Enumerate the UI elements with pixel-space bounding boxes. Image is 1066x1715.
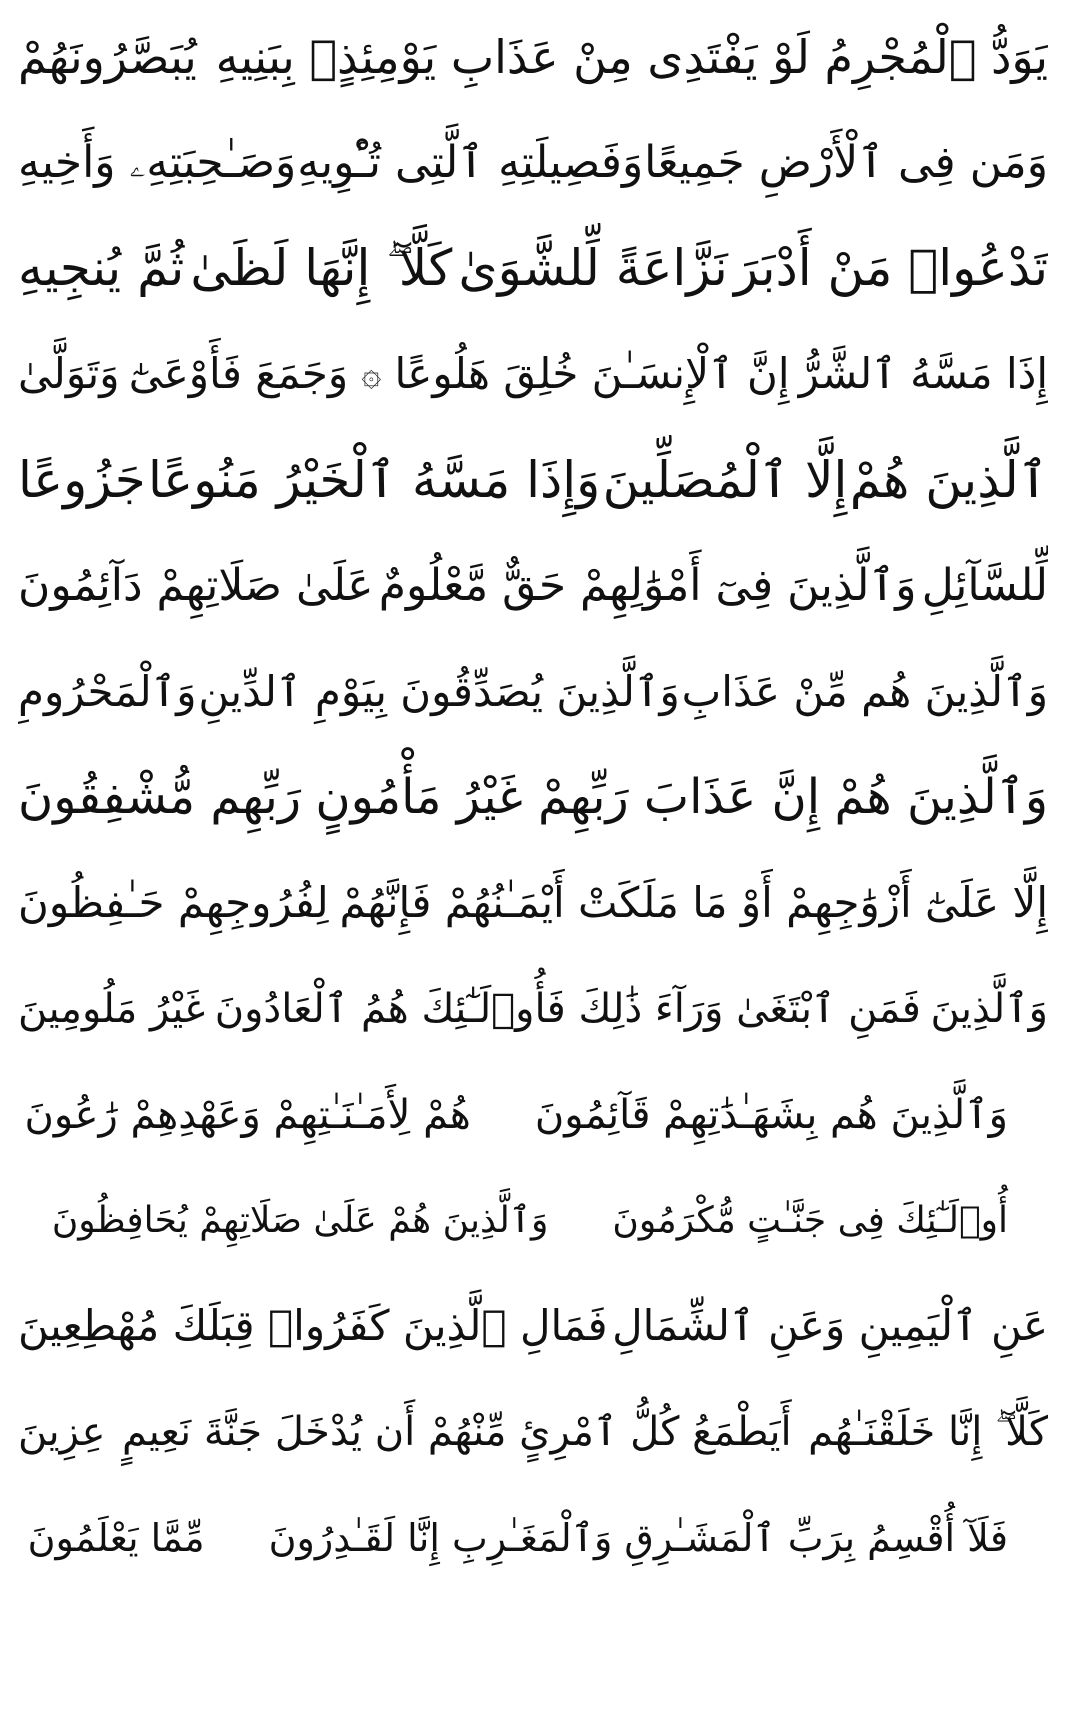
verse-segment: هُمْ لِأَمَـٰنَـٰتِهِمْ وَعَهْدِهِمْ رَٰعُونَ bbox=[24, 1091, 471, 1138]
verse-segment: إِلَّا عَلَىٰٓ أَزْوَٰجِهِمْ أَوْ مَا مَلَكَتْ أَيْمَـٰنُهُمْ فَإِنَّهُمْ bbox=[339, 878, 1048, 928]
verse-segment: فَمَالِ ٱلَّذِينَ كَفَرُوا۟ قِبَلَكَ مُهْطِعِينَ bbox=[18, 1301, 608, 1351]
verse-segment: أَيَطْمَعُ كُلُّ ٱمْرِئٍ مِّنْهُمْ أَن يُدْخَلَ جَنَّةَ نَعِيمٍ bbox=[122, 1409, 792, 1456]
text-line-6 bbox=[18, 533, 1048, 639]
verse-segment: رَبِّهِم مُّشْفِقُونَ bbox=[18, 769, 302, 826]
text-line-1 bbox=[18, 4, 1048, 110]
verse-segment: إِنَّ ٱلْإِنسَـٰنَ خُلِقَ هَلُوعًا bbox=[394, 349, 790, 399]
verse-segment: إِلَّا ٱلْمُصَلِّينَ bbox=[602, 451, 848, 510]
verse-segment: وَٱلَّذِينَ هُمْ عَلَىٰ صَلَاتِهِمْ يُحَافِظُونَ bbox=[51, 1199, 549, 1241]
text-line-4 bbox=[18, 321, 1048, 427]
verse-segment: عَلَىٰ صَلَاتِهِمْ دَآئِمُونَ bbox=[18, 559, 374, 611]
verse-segment: كَلَّآ ۖ إِنَّا خَلَقْنَـٰهُم bbox=[808, 1409, 1048, 1456]
verse-segment: وَٱلَّذِينَ يُصَدِّقُونَ بِيَوْمِ ٱلدِّينِ bbox=[198, 666, 680, 716]
verse-segment: لِّلسَّآئِلِ bbox=[921, 559, 1048, 611]
verse-segment: جَزُوعًا bbox=[18, 451, 146, 510]
verse-segment: وَصَـٰحِبَتِهِۦ وَأَخِيهِ bbox=[18, 136, 297, 188]
verse-segment: عِزِينَ bbox=[18, 1409, 106, 1456]
verse-segment: يُبَصَّرُونَهُمْ bbox=[18, 29, 197, 84]
verse-segment: يَوَدُّ ٱلْمُجْرِمُ لَوْ يَفْتَدِى مِنْ عَذَابِ يَوْمِئِذٍۭ بِبَنِيهِ bbox=[215, 29, 1048, 84]
verse-segment: وَفَصِيلَتِهِ ٱلَّتِى تُـْٔوِيهِ bbox=[297, 136, 644, 188]
text-line-7 bbox=[18, 639, 1048, 745]
verse-segment: وَإِذَا مَسَّهُ ٱلْخَيْرُ مَنُوعًا bbox=[148, 451, 601, 510]
verse-segment: إِذَا مَسَّهُ ٱلشَّرُّ bbox=[798, 349, 1048, 399]
verse-segment: أُو۟لَـٰٓئِكَ فِى جَنَّـٰتٍ مُّكْرَمُونَ bbox=[612, 1199, 1008, 1241]
verse-segment: عَنِ ٱلْيَمِينِ وَعَنِ ٱلشِّمَالِ bbox=[612, 1301, 1048, 1351]
verse-segment: غَيْرُ مَلُومِينَ bbox=[18, 986, 206, 1033]
verse-segment: وَجَمَعَ فَأَوْعَىٰٓ bbox=[128, 349, 349, 399]
verse-segment: نَزَّاعَةً لِّلشَّوَىٰ bbox=[458, 239, 728, 298]
text-line-9 bbox=[18, 850, 1048, 956]
text-line-11 bbox=[18, 1062, 1048, 1168]
verse-segment: مِّمَّا يَعْلَمُونَ bbox=[27, 1516, 205, 1561]
verse-segment: وَتَوَلَّىٰ bbox=[18, 349, 120, 399]
text-line-14 bbox=[18, 1379, 1048, 1485]
verse-segment: تَدْعُوا۟ مَنْ أَدْبَرَ bbox=[733, 239, 1048, 298]
verse-segment: وَمَن فِى ٱلْأَرْضِ جَمِيعًا bbox=[644, 136, 1048, 188]
text-line-5 bbox=[18, 427, 1048, 533]
text-line-10 bbox=[18, 956, 1048, 1062]
verse-segment: وَٱلْمَحْرُومِ bbox=[18, 666, 197, 716]
verse-segment: وَٱلَّذِينَ هُمْ bbox=[834, 769, 1048, 826]
verse-segment: فَمَنِ ٱبْتَغَىٰ وَرَآءَ ذَٰلِكَ فَأُو۟لَـٰٓئِكَ هُمُ ٱلْعَادُونَ bbox=[214, 986, 921, 1033]
text-line-3 bbox=[18, 216, 1048, 322]
verse-segment: ٱلَّذِينَ هُمْ bbox=[849, 451, 1048, 510]
text-line-8 bbox=[18, 745, 1048, 851]
text-line-2 bbox=[18, 110, 1048, 216]
verse-segment: ثُمَّ يُنجِيهِ bbox=[18, 239, 185, 298]
verse-segment: لِفُرُوجِهِمْ حَـٰفِظُونَ bbox=[18, 878, 329, 928]
verse-segment: وَٱلَّذِينَ هُم بِشَهَـٰدَٰتِهِمْ قَآئِمُونَ bbox=[534, 1091, 1008, 1138]
text-line-12 bbox=[18, 1168, 1048, 1274]
text-line-13 bbox=[18, 1274, 1048, 1380]
verse-segment: وَٱلَّذِينَ هُم مِّنْ عَذَابِ bbox=[681, 666, 1048, 716]
text-line-15 bbox=[18, 1485, 1048, 1591]
verse-segment: كَلَّآ ۖ إِنَّهَا لَظَىٰ bbox=[190, 239, 453, 298]
verse-segment: إِنَّ عَذَابَ رَبِّهِمْ غَيْرُ مَأْمُونٍ bbox=[315, 769, 821, 826]
verse-segment: وَٱلَّذِينَ bbox=[930, 986, 1048, 1033]
verse-segment: وَٱلَّذِينَ فِىٓ أَمْوَٰلِهِمْ حَقٌّ مَّعْلُومٌ bbox=[378, 559, 917, 611]
verse-segment: فَلَآ أُقْسِمُ بِرَبِّ ٱلْمَشَـٰرِقِ وَٱلْمَغَـٰرِبِ إِنَّا لَقَـٰدِرُونَ bbox=[268, 1516, 1008, 1561]
hizb-marker-icon: ۞ bbox=[361, 354, 382, 395]
